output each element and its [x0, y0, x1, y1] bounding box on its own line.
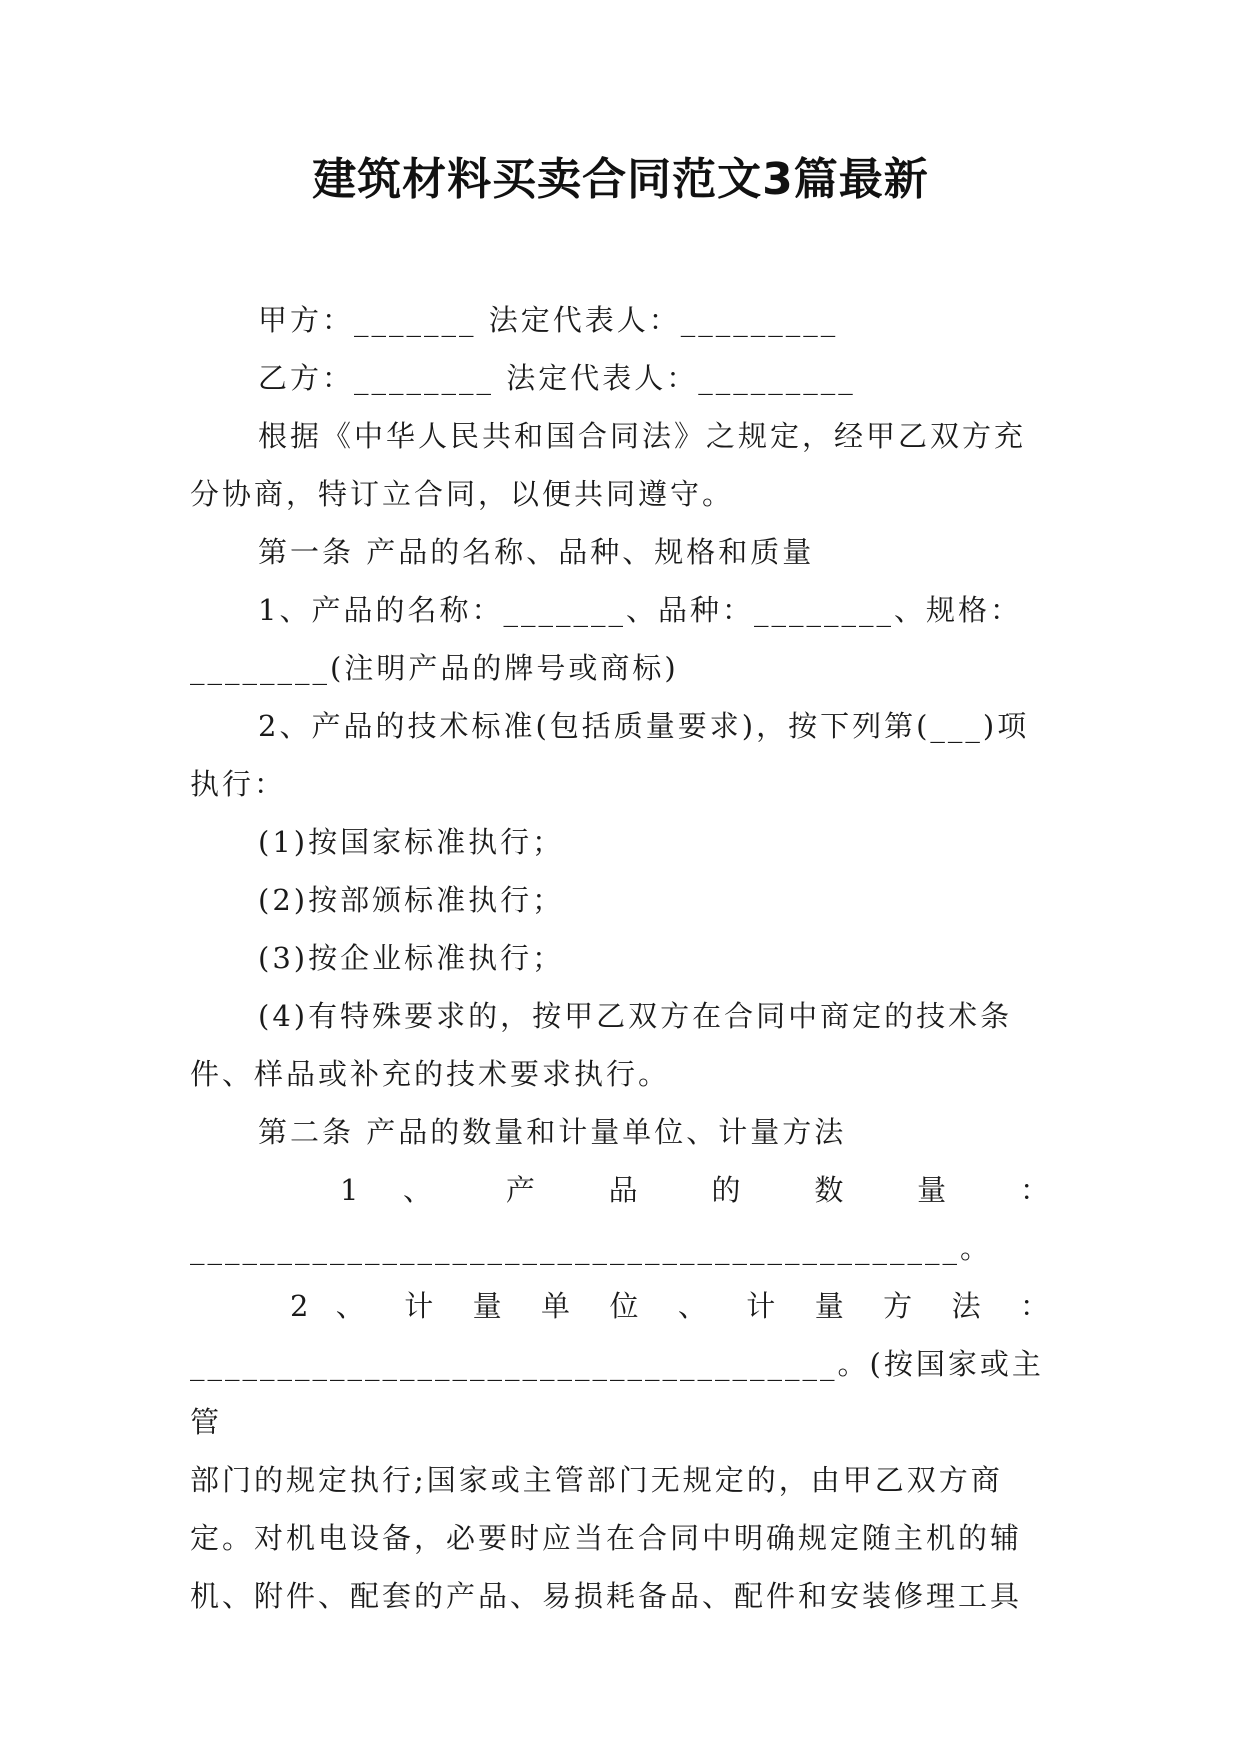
document-title: 建筑材料买卖合同范文3篇最新 [312, 154, 929, 205]
article-1-item-2-line-1: 2、产品的技术标准(包括质量要求)，按下列第(___)项 [258, 709, 1030, 743]
article-1-item-2-line-2: 执行： [190, 767, 287, 801]
party-b-line: 乙方：________ 法定代表人：_________ [258, 361, 856, 395]
article-1-item-1-line-2: ________(注明产品的牌号或商标) [190, 651, 679, 685]
article-2-heading: 第二条 产品的数量和计量单位、计量方法 [258, 1115, 847, 1149]
article-2-item-1-line-2: ____________________________________________。 [190, 1231, 993, 1265]
document-body [190, 291, 1052, 1625]
article-2-item-2-line-1: 2 、 计 量 单 位 、 计 量 方 法 ： [290, 1289, 1052, 1323]
article-1-item-1-line-1: 1、产品的名称：_______、品种：________、规格： [258, 593, 1022, 627]
article-2-item-2-line-3: 部门的规定执行;国家或主管部门无规定的，由甲乙双方商 [190, 1463, 1003, 1497]
option-2: (2)按部颁标准执行； [258, 883, 565, 917]
option-3: (3)按企业标准执行； [258, 941, 565, 975]
article-2-item-2-line-4: 定。对机电设备，必要时应当在合同中明确规定随主机的辅 [190, 1521, 1023, 1555]
option-4-line-2: 件、样品或补充的技术要求执行。 [190, 1057, 671, 1091]
preamble-line-1: 根据《中华人民共和国合同法》之规定，经甲乙双方充 [258, 419, 1027, 453]
option-4-line-1: (4)有特殊要求的，按甲乙双方在合同中商定的技术条 [258, 999, 1013, 1033]
article-2-item-2-line-5: 机、附件、配套的产品、易损耗备品、配件和安装修理工具 [190, 1579, 1023, 1613]
article-2-item-2-line-2: _____________________________________。(按国家或主管 [190, 1347, 1044, 1439]
article-1-heading: 第一条 产品的名称、品种、规格和质量 [258, 535, 815, 569]
preamble-line-2: 分协商，特订立合同，以便共同遵守。 [190, 477, 735, 511]
option-1: (1)按国家标准执行； [258, 825, 565, 859]
party-a-line: 甲方：_______ 法定代表人：_________ [258, 303, 839, 337]
article-2-item-1-line-1: 1 、 产 品 的 数 量 ： [340, 1173, 1052, 1207]
